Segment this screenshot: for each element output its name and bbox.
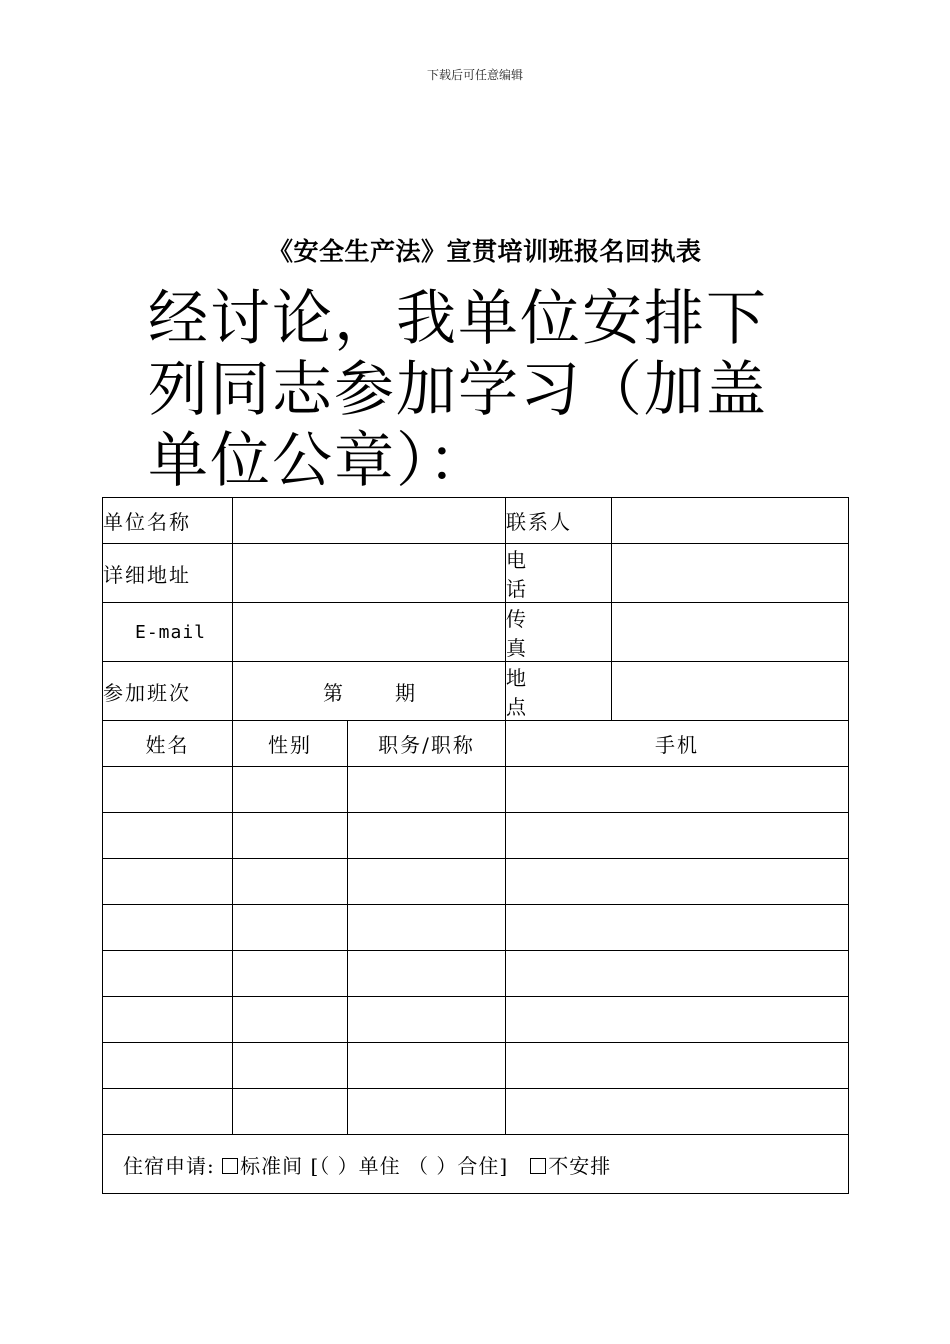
table-row xyxy=(103,767,849,813)
title-cell[interactable] xyxy=(348,951,506,997)
name-cell[interactable] xyxy=(103,1089,233,1135)
header-note: 下载后可任意编辑 xyxy=(426,68,523,82)
address-row xyxy=(103,544,849,603)
name-cell[interactable] xyxy=(103,905,233,951)
header-gender: 性别 xyxy=(233,721,348,767)
title-cell[interactable] xyxy=(348,1043,506,1089)
mobile-cell[interactable] xyxy=(506,813,849,859)
gender-cell[interactable] xyxy=(233,997,348,1043)
gender-cell[interactable] xyxy=(233,951,348,997)
title-cell[interactable] xyxy=(348,767,506,813)
name-cell[interactable] xyxy=(103,997,233,1043)
name-cell[interactable] xyxy=(103,859,233,905)
table-row xyxy=(103,859,849,905)
email-row xyxy=(103,603,849,662)
address-field[interactable] xyxy=(233,544,506,603)
mobile-cell[interactable] xyxy=(506,859,849,905)
lodging-label: 住宿申请: xyxy=(123,1153,215,1178)
name-cell[interactable] xyxy=(103,767,233,813)
table-row xyxy=(103,813,849,859)
title-cell[interactable] xyxy=(348,813,506,859)
single-paren[interactable]: （ ） xyxy=(319,1153,359,1178)
gender-cell[interactable] xyxy=(233,767,348,813)
class-period-field[interactable] xyxy=(233,662,506,721)
gender-cell[interactable] xyxy=(233,1043,348,1089)
standard-room-checkbox[interactable] xyxy=(222,1158,238,1174)
mobile-cell[interactable] xyxy=(506,905,849,951)
header-mobile: 手机 xyxy=(506,721,849,767)
mobile-cell[interactable] xyxy=(506,1043,849,1089)
table-row xyxy=(103,997,849,1043)
title-cell[interactable] xyxy=(348,997,506,1043)
name-cell[interactable] xyxy=(103,951,233,997)
mobile-cell[interactable] xyxy=(506,1089,849,1135)
title-cell[interactable] xyxy=(348,1089,506,1135)
mobile-cell[interactable] xyxy=(506,767,849,813)
contact-field[interactable] xyxy=(612,498,849,544)
email-label: E-mail xyxy=(103,603,233,662)
registration-form xyxy=(102,497,849,1194)
title-cell[interactable] xyxy=(348,905,506,951)
no-arrangement-checkbox[interactable] xyxy=(530,1158,546,1174)
bracket-close: ] xyxy=(499,1153,509,1178)
unit-name-field[interactable] xyxy=(233,498,506,544)
standard-room-label: 标准间 xyxy=(240,1153,304,1178)
unit-name-row xyxy=(103,498,849,544)
table-row xyxy=(103,951,849,997)
location-field[interactable] xyxy=(612,662,849,721)
fax-field[interactable] xyxy=(612,603,849,662)
contact-label: 联系人 xyxy=(506,498,612,544)
gender-cell[interactable] xyxy=(233,859,348,905)
phone-field[interactable] xyxy=(612,544,849,603)
page-title: 《安全生产法》宣贯培训班报名回执表 xyxy=(268,237,702,266)
mobile-cell[interactable] xyxy=(506,997,849,1043)
mobile-cell[interactable] xyxy=(506,951,849,997)
intro-text: 经讨论，我单位安排下列同志参加学习（加盖单位公章）： xyxy=(148,284,768,496)
class-suffix: 期 xyxy=(395,680,415,705)
name-cell[interactable] xyxy=(103,813,233,859)
gender-cell[interactable] xyxy=(233,1089,348,1135)
no-arrangement-label: 不安排 xyxy=(548,1153,612,1178)
gender-cell[interactable] xyxy=(233,813,348,859)
single-label: 单住 xyxy=(358,1153,401,1178)
location-label: 地 点 xyxy=(506,662,612,721)
lodging-cell xyxy=(103,1135,849,1194)
header-title: 职务/职称 xyxy=(348,721,506,767)
shared-paren[interactable]: （ ） xyxy=(408,1153,458,1178)
phone-label: 电 话 xyxy=(506,544,612,603)
lodging-row xyxy=(103,1135,849,1194)
fax-label: 传 真 xyxy=(506,603,612,662)
class-prefix: 第 xyxy=(323,680,343,705)
header-name: 姓名 xyxy=(103,721,233,767)
address-label: 详细地址 xyxy=(103,544,233,603)
shared-label: 合住 xyxy=(457,1153,500,1178)
email-field[interactable] xyxy=(233,603,506,662)
name-cell[interactable] xyxy=(103,1043,233,1089)
class-label: 参加班次 xyxy=(103,662,233,721)
gender-cell[interactable] xyxy=(233,905,348,951)
table-row xyxy=(103,1089,849,1135)
table-row xyxy=(103,1043,849,1089)
bracket-open: [ xyxy=(310,1153,320,1178)
unit-name-label: 单位名称 xyxy=(103,498,233,544)
class-row xyxy=(103,662,849,721)
title-cell[interactable] xyxy=(348,859,506,905)
table-row xyxy=(103,905,849,951)
participants-header-row xyxy=(103,721,849,767)
